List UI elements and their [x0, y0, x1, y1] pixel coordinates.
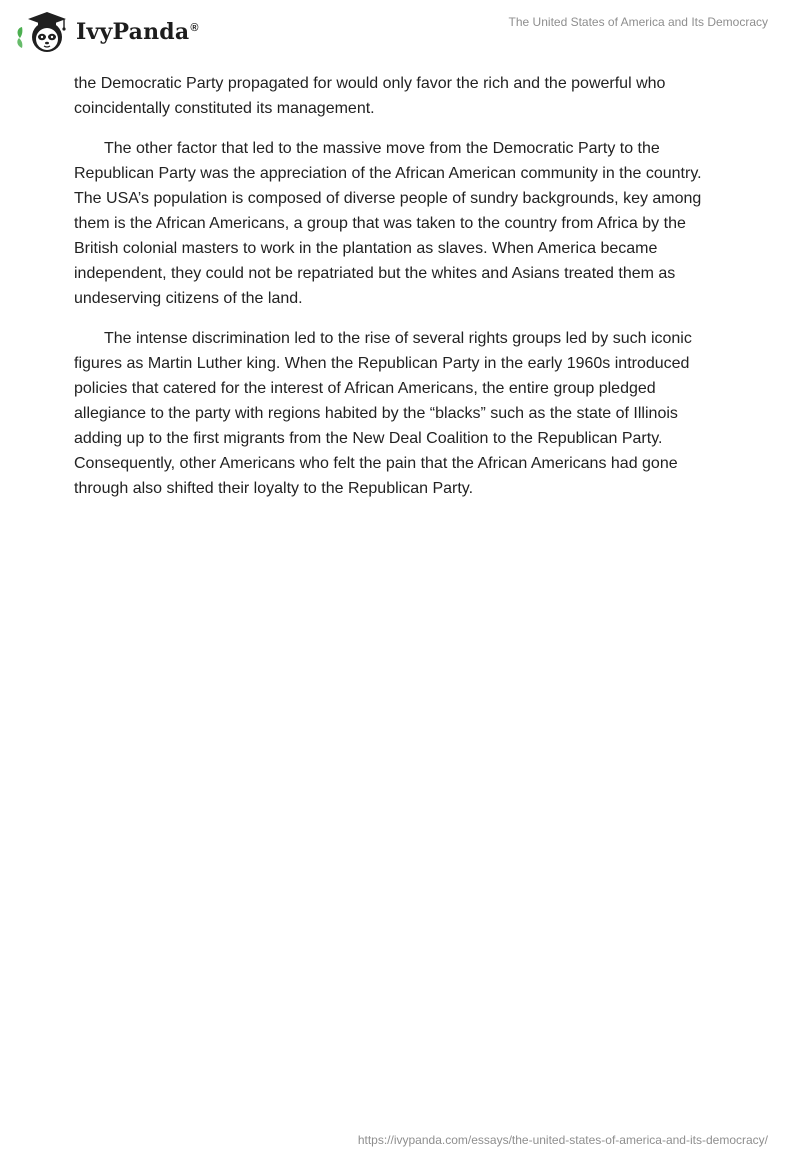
page-header	[0, 0, 800, 70]
paragraph: the Democratic Party propagated for would only favor the rich and the powerful who coincidentally constituted its management.	[74, 75, 666, 117]
source-url-link[interactable]: https://ivypanda.com/essays/the-united-states-of-america-and-its-democracy/	[357, 1133, 768, 1147]
paragraph: The other factor that led to the massive move from the Democratic Party to the Republican Party was the appreciation of the African American community in the country. The USA’s population is composed of diverse people of sundry backgrounds, key among them is the African Americans, a group that was taken to the country from Africa by the British colonial masters to work in the plantation as slaves. When America became independent, they could not be repatriated but the whites and Asians treated them as undeserving citizens of the land.	[74, 140, 702, 307]
registered-mark: ®	[190, 21, 199, 34]
ivypanda-logo[interactable]	[14, 8, 199, 56]
panda-graduate-icon	[14, 8, 72, 56]
essay-body	[74, 71, 730, 516]
paragraph: The intense discrimination led to the rise of several rights groups led by such iconic figures as Martin Luther king. When the Republican Party in the early 1960s introduced policies that catered for the interest of African Americans, the entire group pledged allegiance to the party with regions habited by the “blacks” such as the state of Illinois adding up to the first migrants from the New Deal Coalition to the Republican Party. Consequently, other Americans who felt the pain that the African Americans had gone through also shifted their loyalty to the Republican Party.	[74, 330, 692, 497]
document-title: The United States of America and Its Democracy	[508, 15, 768, 29]
brand-name: IvyPanda®	[76, 19, 199, 45]
